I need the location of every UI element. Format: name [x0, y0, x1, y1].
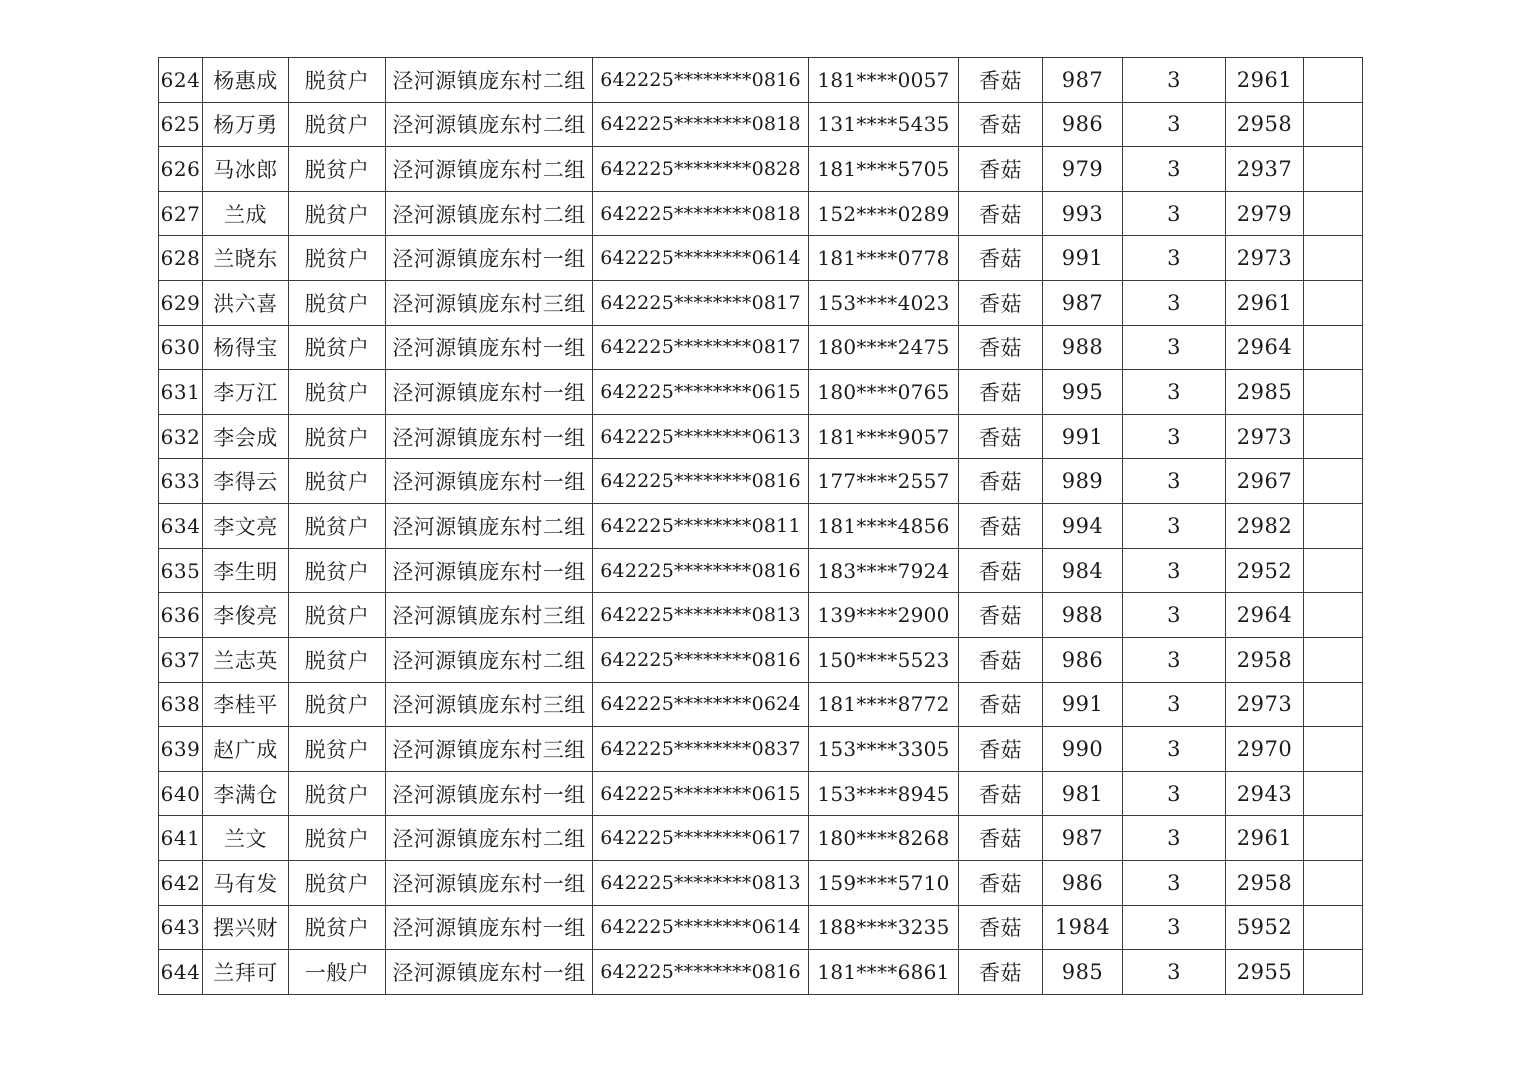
- table-row: [159, 236, 1363, 281]
- cell-name: 杨万勇: [203, 102, 289, 147]
- cell-product: 香菇: [959, 548, 1043, 593]
- cell-address: 泾河源镇庞东村二组: [386, 147, 593, 192]
- cell-quantity: 991: [1043, 682, 1123, 727]
- cell-address: 泾河源镇庞东村二组: [386, 102, 593, 147]
- cell-name: 兰拜可: [203, 950, 289, 995]
- cell-quantity: 991: [1043, 236, 1123, 281]
- cell-serial: 643: [159, 905, 203, 950]
- cell-unit_price: 3: [1123, 548, 1226, 593]
- cell-household_type: 脱贫户: [289, 147, 386, 192]
- cell-remark: [1304, 191, 1363, 236]
- cell-amount: 2973: [1226, 236, 1304, 281]
- cell-phone: 153****8945: [809, 771, 959, 816]
- cell-id_number: 642225********0817: [593, 325, 809, 370]
- cell-id_number: 642225********0614: [593, 905, 809, 950]
- cell-household_type: 脱贫户: [289, 637, 386, 682]
- cell-serial: 630: [159, 325, 203, 370]
- table-row: [159, 816, 1363, 861]
- cell-quantity: 995: [1043, 370, 1123, 415]
- cell-quantity: 984: [1043, 548, 1123, 593]
- cell-phone: 180****8268: [809, 816, 959, 861]
- cell-remark: [1304, 771, 1363, 816]
- cell-quantity: 987: [1043, 58, 1123, 103]
- cell-phone: 159****5710: [809, 860, 959, 905]
- cell-quantity: 987: [1043, 281, 1123, 326]
- cell-quantity: 988: [1043, 325, 1123, 370]
- cell-serial: 641: [159, 816, 203, 861]
- cell-id_number: 642225********0617: [593, 816, 809, 861]
- cell-address: 泾河源镇庞东村一组: [386, 860, 593, 905]
- cell-amount: 2961: [1226, 281, 1304, 326]
- cell-household_type: 脱贫户: [289, 816, 386, 861]
- cell-product: 香菇: [959, 727, 1043, 772]
- cell-amount: 2955: [1226, 950, 1304, 995]
- cell-unit_price: 3: [1123, 637, 1226, 682]
- cell-product: 香菇: [959, 281, 1043, 326]
- cell-serial: 640: [159, 771, 203, 816]
- cell-name: 马有发: [203, 860, 289, 905]
- table-row: [159, 191, 1363, 236]
- cell-serial: 629: [159, 281, 203, 326]
- cell-remark: [1304, 682, 1363, 727]
- cell-address: 泾河源镇庞东村一组: [386, 325, 593, 370]
- cell-name: 摆兴财: [203, 905, 289, 950]
- cell-household_type: 脱贫户: [289, 682, 386, 727]
- cell-address: 泾河源镇庞东村三组: [386, 727, 593, 772]
- cell-name: 李桂平: [203, 682, 289, 727]
- cell-serial: 633: [159, 459, 203, 504]
- cell-amount: 2970: [1226, 727, 1304, 772]
- table-row: [159, 860, 1363, 905]
- cell-quantity: 986: [1043, 860, 1123, 905]
- cell-product: 香菇: [959, 325, 1043, 370]
- cell-name: 杨得宝: [203, 325, 289, 370]
- cell-household_type: 脱贫户: [289, 905, 386, 950]
- table-row: [159, 325, 1363, 370]
- cell-phone: 181****4856: [809, 504, 959, 549]
- cell-household_type: 脱贫户: [289, 191, 386, 236]
- cell-quantity: 988: [1043, 593, 1123, 638]
- cell-id_number: 642225********0614: [593, 236, 809, 281]
- cell-quantity: 990: [1043, 727, 1123, 772]
- cell-unit_price: 3: [1123, 414, 1226, 459]
- cell-phone: 181****5705: [809, 147, 959, 192]
- cell-quantity: 994: [1043, 504, 1123, 549]
- cell-amount: 2979: [1226, 191, 1304, 236]
- cell-remark: [1304, 504, 1363, 549]
- cell-remark: [1304, 102, 1363, 147]
- cell-name: 兰文: [203, 816, 289, 861]
- cell-phone: 152****0289: [809, 191, 959, 236]
- cell-id_number: 642225********0817: [593, 281, 809, 326]
- cell-product: 香菇: [959, 459, 1043, 504]
- cell-quantity: 993: [1043, 191, 1123, 236]
- cell-household_type: 脱贫户: [289, 325, 386, 370]
- cell-remark: [1304, 950, 1363, 995]
- cell-address: 泾河源镇庞东村三组: [386, 281, 593, 326]
- cell-unit_price: 3: [1123, 147, 1226, 192]
- cell-name: 李文亮: [203, 504, 289, 549]
- cell-serial: 644: [159, 950, 203, 995]
- cell-name: 马冰郎: [203, 147, 289, 192]
- cell-name: 李俊亮: [203, 593, 289, 638]
- cell-id_number: 642225********0818: [593, 102, 809, 147]
- cell-id_number: 642225********0816: [593, 459, 809, 504]
- cell-amount: 2943: [1226, 771, 1304, 816]
- cell-amount: 2973: [1226, 414, 1304, 459]
- cell-remark: [1304, 414, 1363, 459]
- cell-remark: [1304, 281, 1363, 326]
- cell-unit_price: 3: [1123, 281, 1226, 326]
- cell-address: 泾河源镇庞东村一组: [386, 905, 593, 950]
- cell-serial: 637: [159, 637, 203, 682]
- table-row: [159, 102, 1363, 147]
- cell-amount: 2961: [1226, 58, 1304, 103]
- cell-household_type: 脱贫户: [289, 370, 386, 415]
- cell-household_type: 脱贫户: [289, 593, 386, 638]
- cell-remark: [1304, 593, 1363, 638]
- table-row: [159, 459, 1363, 504]
- cell-name: 洪六喜: [203, 281, 289, 326]
- cell-quantity: 986: [1043, 102, 1123, 147]
- cell-product: 香菇: [959, 102, 1043, 147]
- cell-name: 杨惠成: [203, 58, 289, 103]
- cell-amount: 2961: [1226, 816, 1304, 861]
- table-row: [159, 771, 1363, 816]
- cell-phone: 181****6861: [809, 950, 959, 995]
- cell-product: 香菇: [959, 58, 1043, 103]
- cell-household_type: 脱贫户: [289, 236, 386, 281]
- cell-remark: [1304, 459, 1363, 504]
- cell-product: 香菇: [959, 147, 1043, 192]
- table-row: [159, 370, 1363, 415]
- cell-name: 李满仓: [203, 771, 289, 816]
- cell-amount: 2973: [1226, 682, 1304, 727]
- cell-remark: [1304, 147, 1363, 192]
- cell-address: 泾河源镇庞东村二组: [386, 191, 593, 236]
- cell-serial: 635: [159, 548, 203, 593]
- cell-phone: 188****3235: [809, 905, 959, 950]
- cell-quantity: 985: [1043, 950, 1123, 995]
- cell-name: 赵广成: [203, 727, 289, 772]
- cell-address: 泾河源镇庞东村一组: [386, 950, 593, 995]
- cell-household_type: 一般户: [289, 950, 386, 995]
- cell-product: 香菇: [959, 593, 1043, 638]
- cell-amount: 2985: [1226, 370, 1304, 415]
- cell-id_number: 642225********0816: [593, 637, 809, 682]
- cell-address: 泾河源镇庞东村一组: [386, 370, 593, 415]
- cell-household_type: 脱贫户: [289, 414, 386, 459]
- cell-remark: [1304, 905, 1363, 950]
- cell-name: 兰志英: [203, 637, 289, 682]
- cell-address: 泾河源镇庞东村一组: [386, 459, 593, 504]
- cell-serial: 628: [159, 236, 203, 281]
- cell-amount: 2958: [1226, 860, 1304, 905]
- cell-address: 泾河源镇庞东村一组: [386, 771, 593, 816]
- cell-id_number: 642225********0813: [593, 860, 809, 905]
- cell-quantity: 1984: [1043, 905, 1123, 950]
- cell-amount: 2952: [1226, 548, 1304, 593]
- cell-id_number: 642225********0615: [593, 771, 809, 816]
- cell-unit_price: 3: [1123, 325, 1226, 370]
- cell-quantity: 986: [1043, 637, 1123, 682]
- cell-id_number: 642225********0613: [593, 414, 809, 459]
- cell-serial: 639: [159, 727, 203, 772]
- cell-serial: 642: [159, 860, 203, 905]
- cell-remark: [1304, 816, 1363, 861]
- cell-phone: 181****0057: [809, 58, 959, 103]
- cell-unit_price: 3: [1123, 102, 1226, 147]
- cell-quantity: 981: [1043, 771, 1123, 816]
- cell-product: 香菇: [959, 950, 1043, 995]
- cell-unit_price: 3: [1123, 459, 1226, 504]
- cell-phone: 177****2557: [809, 459, 959, 504]
- cell-remark: [1304, 236, 1363, 281]
- cell-unit_price: 3: [1123, 816, 1226, 861]
- cell-quantity: 991: [1043, 414, 1123, 459]
- cell-id_number: 642225********0811: [593, 504, 809, 549]
- cell-remark: [1304, 727, 1363, 772]
- cell-amount: 2964: [1226, 325, 1304, 370]
- cell-amount: 2967: [1226, 459, 1304, 504]
- cell-phone: 153****4023: [809, 281, 959, 326]
- cell-household_type: 脱贫户: [289, 281, 386, 326]
- cell-quantity: 989: [1043, 459, 1123, 504]
- cell-id_number: 642225********0615: [593, 370, 809, 415]
- cell-household_type: 脱贫户: [289, 548, 386, 593]
- cell-product: 香菇: [959, 414, 1043, 459]
- cell-unit_price: 3: [1123, 771, 1226, 816]
- cell-serial: 636: [159, 593, 203, 638]
- cell-unit_price: 3: [1123, 58, 1226, 103]
- cell-serial: 626: [159, 147, 203, 192]
- cell-household_type: 脱贫户: [289, 459, 386, 504]
- cell-unit_price: 3: [1123, 593, 1226, 638]
- cell-address: 泾河源镇庞东村三组: [386, 593, 593, 638]
- table-row: [159, 727, 1363, 772]
- cell-product: 香菇: [959, 816, 1043, 861]
- cell-name: 李万江: [203, 370, 289, 415]
- cell-unit_price: 3: [1123, 370, 1226, 415]
- beneficiary-table: [158, 57, 1363, 995]
- cell-phone: 180****2475: [809, 325, 959, 370]
- cell-remark: [1304, 325, 1363, 370]
- table-row: [159, 281, 1363, 326]
- cell-address: 泾河源镇庞东村二组: [386, 637, 593, 682]
- cell-remark: [1304, 370, 1363, 415]
- cell-id_number: 642225********0816: [593, 58, 809, 103]
- cell-id_number: 642225********0816: [593, 548, 809, 593]
- cell-id_number: 642225********0813: [593, 593, 809, 638]
- cell-serial: 634: [159, 504, 203, 549]
- cell-household_type: 脱贫户: [289, 58, 386, 103]
- cell-unit_price: 3: [1123, 236, 1226, 281]
- cell-product: 香菇: [959, 860, 1043, 905]
- cell-product: 香菇: [959, 682, 1043, 727]
- cell-address: 泾河源镇庞东村二组: [386, 504, 593, 549]
- cell-unit_price: 3: [1123, 950, 1226, 995]
- cell-amount: 2958: [1226, 102, 1304, 147]
- cell-product: 香菇: [959, 236, 1043, 281]
- cell-household_type: 脱贫户: [289, 860, 386, 905]
- cell-address: 泾河源镇庞东村二组: [386, 816, 593, 861]
- cell-serial: 625: [159, 102, 203, 147]
- cell-id_number: 642225********0837: [593, 727, 809, 772]
- cell-id_number: 642225********0818: [593, 191, 809, 236]
- cell-amount: 5952: [1226, 905, 1304, 950]
- cell-unit_price: 3: [1123, 860, 1226, 905]
- cell-product: 香菇: [959, 370, 1043, 415]
- cell-quantity: 987: [1043, 816, 1123, 861]
- cell-serial: 627: [159, 191, 203, 236]
- cell-quantity: 979: [1043, 147, 1123, 192]
- table-row: [159, 147, 1363, 192]
- cell-remark: [1304, 637, 1363, 682]
- cell-unit_price: 3: [1123, 191, 1226, 236]
- cell-household_type: 脱贫户: [289, 504, 386, 549]
- cell-phone: 181****9057: [809, 414, 959, 459]
- cell-name: 李会成: [203, 414, 289, 459]
- cell-phone: 181****0778: [809, 236, 959, 281]
- cell-amount: 2937: [1226, 147, 1304, 192]
- cell-serial: 631: [159, 370, 203, 415]
- cell-household_type: 脱贫户: [289, 727, 386, 772]
- cell-phone: 180****0765: [809, 370, 959, 415]
- cell-remark: [1304, 58, 1363, 103]
- table-row: [159, 682, 1363, 727]
- cell-household_type: 脱贫户: [289, 771, 386, 816]
- table-row: [159, 504, 1363, 549]
- cell-unit_price: 3: [1123, 504, 1226, 549]
- cell-amount: 2982: [1226, 504, 1304, 549]
- cell-serial: 632: [159, 414, 203, 459]
- cell-amount: 2964: [1226, 593, 1304, 638]
- table-row: [159, 548, 1363, 593]
- cell-unit_price: 3: [1123, 905, 1226, 950]
- cell-remark: [1304, 860, 1363, 905]
- cell-product: 香菇: [959, 905, 1043, 950]
- table-row: [159, 593, 1363, 638]
- cell-unit_price: 3: [1123, 682, 1226, 727]
- cell-address: 泾河源镇庞东村三组: [386, 682, 593, 727]
- cell-address: 泾河源镇庞东村二组: [386, 58, 593, 103]
- table-row: [159, 637, 1363, 682]
- table-body: [159, 58, 1363, 995]
- cell-address: 泾河源镇庞东村一组: [386, 414, 593, 459]
- cell-product: 香菇: [959, 771, 1043, 816]
- cell-household_type: 脱贫户: [289, 102, 386, 147]
- cell-phone: 131****5435: [809, 102, 959, 147]
- cell-name: 李生明: [203, 548, 289, 593]
- table-row: [159, 905, 1363, 950]
- cell-address: 泾河源镇庞东村一组: [386, 236, 593, 281]
- cell-id_number: 642225********0624: [593, 682, 809, 727]
- cell-product: 香菇: [959, 637, 1043, 682]
- cell-phone: 150****5523: [809, 637, 959, 682]
- cell-name: 李得云: [203, 459, 289, 504]
- cell-phone: 183****7924: [809, 548, 959, 593]
- cell-phone: 153****3305: [809, 727, 959, 772]
- cell-serial: 638: [159, 682, 203, 727]
- cell-product: 香菇: [959, 504, 1043, 549]
- cell-amount: 2958: [1226, 637, 1304, 682]
- cell-remark: [1304, 548, 1363, 593]
- cell-id_number: 642225********0816: [593, 950, 809, 995]
- cell-phone: 139****2900: [809, 593, 959, 638]
- cell-name: 兰晓东: [203, 236, 289, 281]
- cell-name: 兰成: [203, 191, 289, 236]
- table-row: [159, 414, 1363, 459]
- cell-serial: 624: [159, 58, 203, 103]
- cell-address: 泾河源镇庞东村一组: [386, 548, 593, 593]
- cell-product: 香菇: [959, 191, 1043, 236]
- table-row: [159, 950, 1363, 995]
- cell-unit_price: 3: [1123, 727, 1226, 772]
- cell-id_number: 642225********0828: [593, 147, 809, 192]
- table-row: [159, 58, 1363, 103]
- cell-phone: 181****8772: [809, 682, 959, 727]
